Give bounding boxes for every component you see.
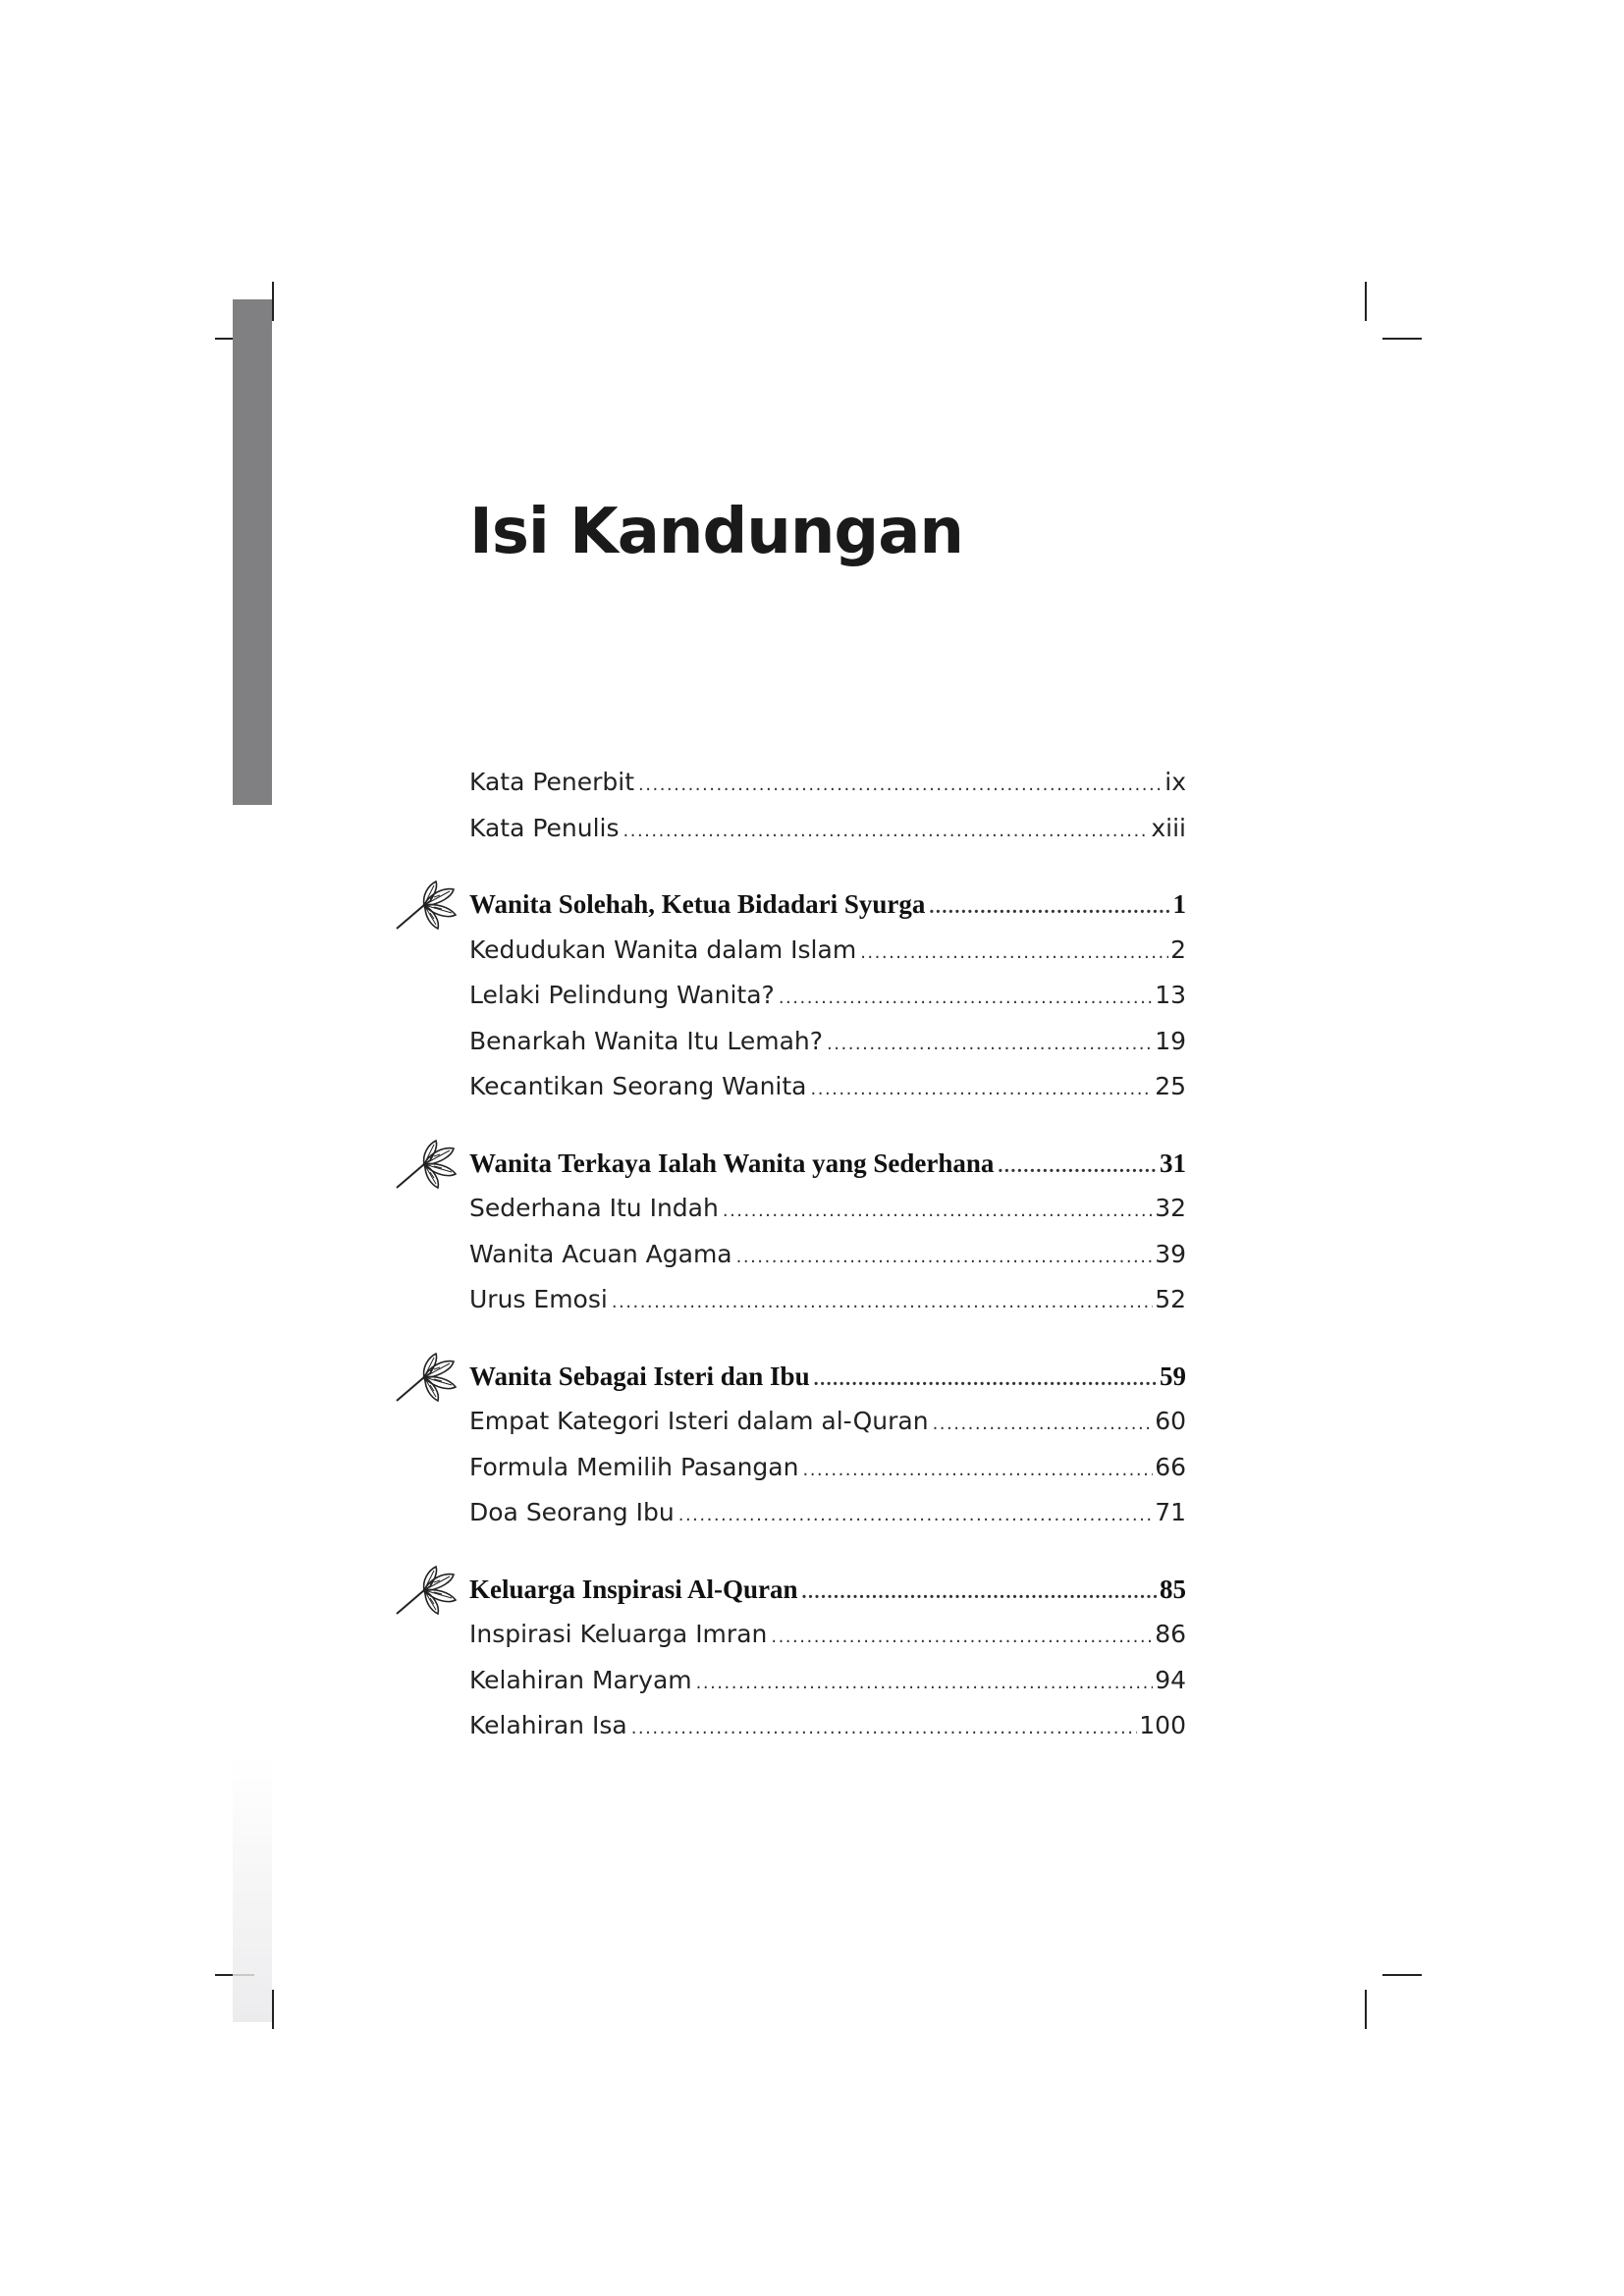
dot-leader [623,821,1150,841]
toc-entry[interactable] [469,1072,1186,1118]
section-gap [469,1118,1186,1148]
toc-entry-page-number: 39 [1155,1239,1186,1268]
toc-entry[interactable] [469,1240,1186,1286]
leaf-icon [395,1561,460,1616]
toc-chapter[interactable] [469,1362,1186,1408]
toc-chapter-label: Wanita Sebagai Isteri dan Ibu [469,1361,810,1391]
side-tab-fade [233,1757,272,2022]
toc-entry-label: Kedudukan Wanita dalam Islam [469,934,857,964]
toc-entry[interactable] [469,768,1186,814]
section-gap [469,859,1186,889]
toc-entry-label: Kelahiran Maryam [469,1665,692,1694]
crop-mark-bottom-left-v [272,1990,274,2029]
toc-chapter-label: Keluarga Inspirasi Al-Quran [469,1574,798,1604]
crop-mark-bottom-right-h [1382,1974,1422,1976]
dot-leader [814,1368,1158,1391]
crop-mark-bottom-right-v [1365,1990,1367,2029]
toc-entry-label: Benarkah Wanita Itu Lemah? [469,1026,824,1055]
dot-leader [736,1247,1154,1267]
dot-leader [638,774,1163,795]
leaf-icon [395,1348,460,1403]
dot-leader [933,1414,1154,1434]
toc-chapter-label: Wanita Solehah, Ketua Bidadari Syurga [469,889,926,919]
toc-entry-label: Doa Seorang Ibu [469,1498,675,1526]
toc-entry-page-number: 52 [1155,1285,1186,1313]
toc-chapter[interactable] [469,1148,1186,1195]
toc-chapter-page-number: 31 [1160,1148,1186,1178]
section-gap [469,1544,1186,1575]
dot-leader [827,1034,1153,1054]
dot-leader [779,988,1153,1008]
toc-chapter[interactable] [469,889,1186,935]
dot-leader [723,1201,1153,1221]
crop-mark-top-right-h [1382,338,1422,340]
dot-leader [929,896,1170,919]
toc-entry[interactable] [469,1711,1186,1757]
toc-entry[interactable] [469,935,1186,982]
toc-chapter-page-number: 1 [1172,889,1186,919]
table-of-contents [469,768,1186,1757]
toc-chapter-page-number: 59 [1160,1361,1186,1391]
toc-entry-label: Kata Penulis [469,813,620,842]
toc-entry-page-number: 19 [1155,1026,1186,1055]
toc-entry[interactable] [469,814,1186,860]
dot-leader [678,1505,1153,1525]
toc-entry-label: Lelaki Pelindung Wanita? [469,981,775,1009]
toc-entry-page-number: 13 [1155,981,1186,1009]
toc-entry-page-number: 71 [1155,1498,1186,1526]
toc-entry[interactable] [469,1453,1186,1499]
toc-entry-page-number: xiii [1151,813,1186,842]
toc-entry[interactable] [469,1666,1186,1712]
toc-entry-label: Kelahiran Isa [469,1711,627,1739]
leaf-icon [395,876,460,931]
dot-leader [631,1718,1138,1738]
toc-entry-page-number: 94 [1155,1665,1186,1694]
toc-entry-label: Empat Kategori Isteri dalam al-Quran [469,1407,929,1435]
toc-entry-label: Kata Penerbit [469,768,635,796]
dot-leader [802,1460,1153,1480]
toc-entry-page-number: 66 [1155,1452,1186,1481]
dot-leader [811,1079,1154,1099]
toc-entry-page-number: 86 [1155,1620,1186,1648]
leaf-icon [395,1135,460,1190]
dot-leader [802,1581,1158,1604]
crop-mark-top-right-v [1365,282,1367,321]
toc-entry[interactable] [469,1498,1186,1544]
toc-chapter[interactable] [469,1575,1186,1621]
dot-leader [860,942,1168,963]
toc-chapter-page-number: 85 [1160,1574,1186,1604]
toc-entry[interactable] [469,981,1186,1027]
toc-entry-page-number: 60 [1155,1407,1186,1435]
dot-leader [771,1627,1153,1647]
toc-entry-page-number: 100 [1139,1711,1186,1739]
dot-leader [696,1673,1154,1693]
toc-entry[interactable] [469,1285,1186,1331]
toc-chapter-label: Wanita Terkaya Ialah Wanita yang Sederhana [469,1148,995,1178]
toc-entry-label: Sederhana Itu Indah [469,1194,719,1222]
dot-leader [998,1155,1158,1178]
toc-entry-label: Urus Emosi [469,1285,608,1313]
toc-entry-page-number: 25 [1155,1072,1186,1100]
toc-entry[interactable] [469,1407,1186,1453]
toc-entry-label: Kecantikan Seorang Wanita [469,1072,807,1100]
toc-entry[interactable] [469,1620,1186,1666]
toc-entry-page-number: 2 [1170,934,1186,964]
toc-entry-label: Wanita Acuan Agama [469,1239,732,1268]
toc-entry[interactable] [469,1194,1186,1240]
side-tab [233,299,272,805]
toc-entry-label: Inspirasi Keluarga Imran [469,1620,768,1648]
toc-entry[interactable] [469,1027,1186,1073]
section-gap [469,1331,1186,1362]
toc-entry-page-number: ix [1164,768,1186,796]
dot-leader [612,1292,1153,1312]
toc-entry-label: Formula Memilih Pasangan [469,1452,799,1481]
crop-mark-top-left-v [272,282,274,321]
page-title: Isi Kandungan [469,496,963,568]
toc-entry-page-number: 32 [1155,1194,1186,1222]
